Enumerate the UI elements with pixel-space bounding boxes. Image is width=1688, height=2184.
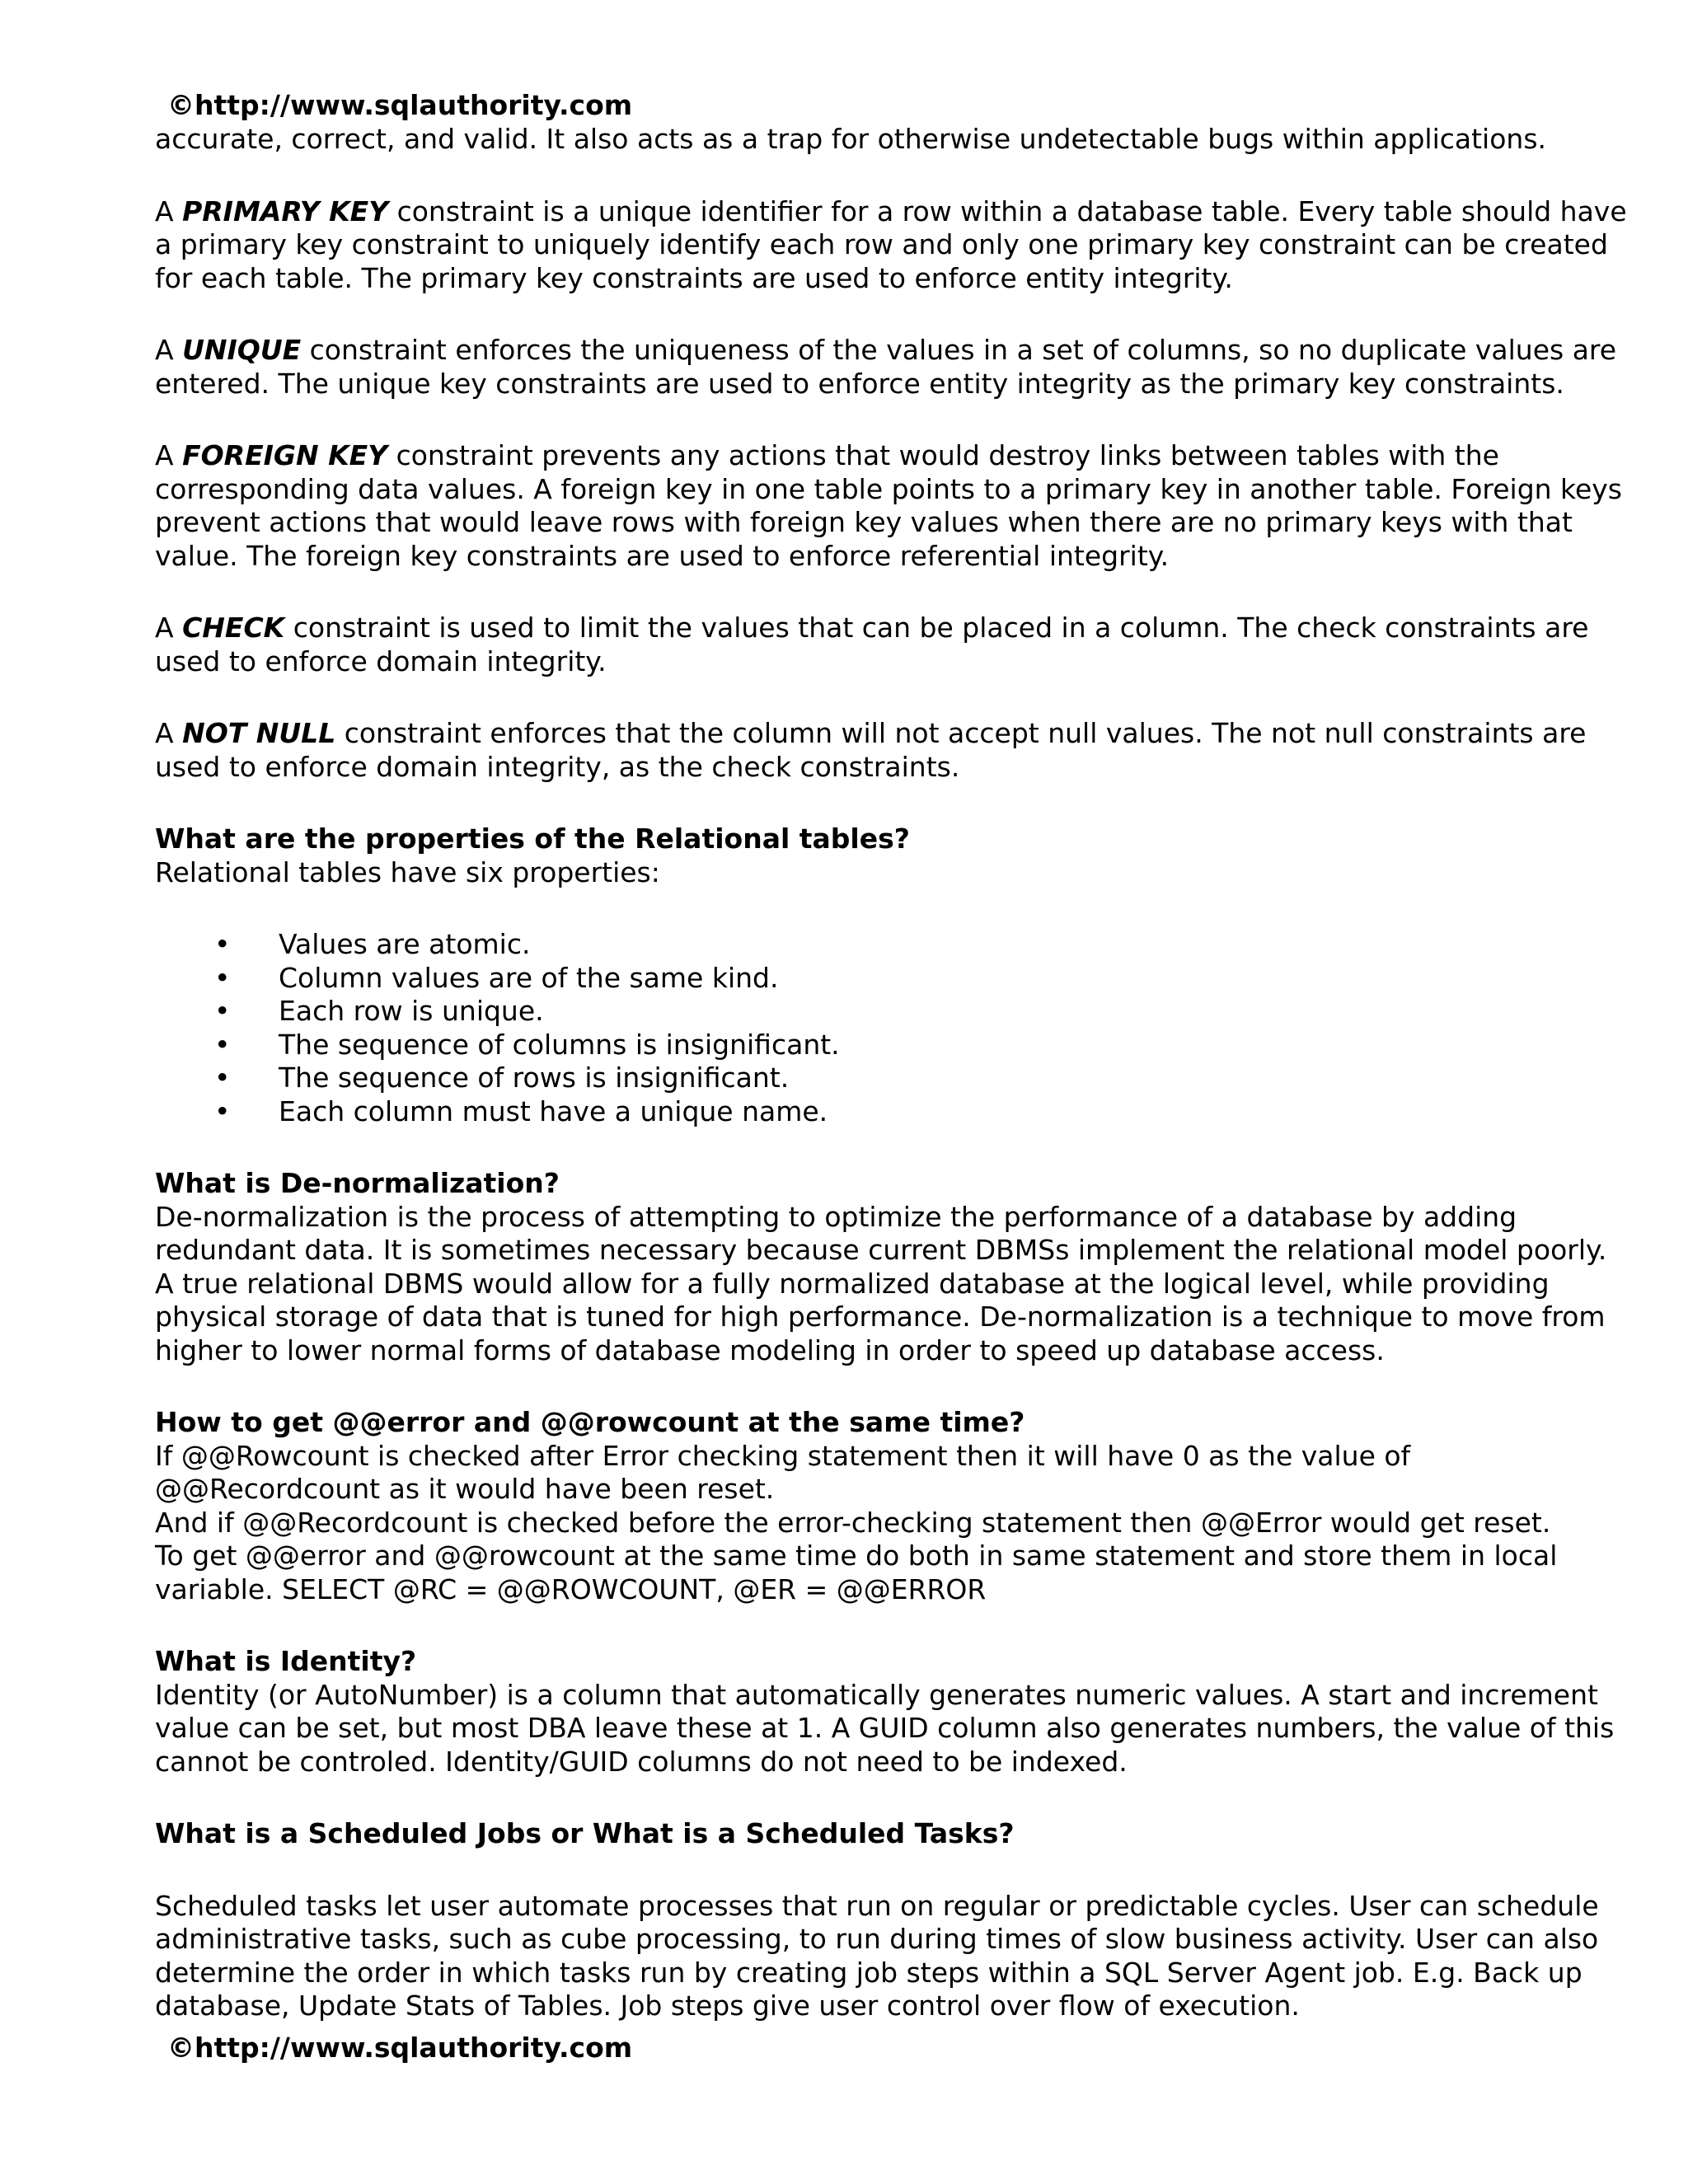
list-item — [155, 1095, 1630, 1129]
not-null-text: constraint enforces that the column will not accept null values. The not null constraints are used to enforce domain integrity, as the check constraints. — [155, 717, 1587, 783]
list-item-text: Column values are of the same kind. — [279, 961, 779, 994]
identity-question: What is Identity? — [155, 1645, 417, 1677]
page-content — [155, 123, 1630, 2023]
foreign-key-term: FOREIGN KEY — [182, 439, 388, 471]
primary-key-prefix: A — [155, 194, 183, 227]
not-null-term: NOT NULL — [182, 717, 336, 749]
relational-tables-question: What are the properties of the Relational tables? — [155, 823, 910, 855]
denormalization-question: What is De-normalization? — [155, 1167, 560, 1199]
unique-prefix: A — [155, 334, 183, 366]
list-item-text: Each column must have a unique name. — [279, 1094, 828, 1127]
footer-copyright: ©http://www.sqlauthority.com — [167, 2032, 633, 2064]
foreign-key-paragraph — [155, 439, 1630, 573]
scheduled-jobs-question: What is a Scheduled Jobs or What is a Scheduled Tasks? — [155, 1817, 1015, 1849]
list-item — [155, 995, 1630, 1029]
relational-properties-list — [155, 928, 1630, 1128]
scheduled-jobs-answer: Scheduled tasks let user automate processes that run on regular or predictable cycles. User can schedule administrative tasks, such as cube processing, to run during times of slow business activity. User can also determine the order in which tasks run by creating job steps within a SQL Server Agent job. E.g. Back up database, Update Stats of Tables. Job steps give user control over flow of execution. — [155, 1889, 1599, 2022]
intro-continuation: accurate, correct, and valid. It also acts as a trap for otherwise undetectable bugs within applications. — [155, 123, 1546, 155]
primary-key-paragraph — [155, 195, 1630, 296]
check-text: constraint is used to limit the values that can be placed in a column. The check constraints are used to enforce domain integrity. — [155, 612, 1589, 677]
bullet-icon: • — [214, 1062, 231, 1094]
unique-paragraph — [155, 334, 1630, 401]
list-item-text: Values are atomic. — [279, 928, 531, 960]
primary-key-term: PRIMARY KEY — [182, 194, 389, 227]
relational-tables-intro: Relational tables have six properties: — [155, 855, 660, 888]
bullet-icon: • — [214, 995, 231, 1027]
list-item — [155, 1029, 1630, 1062]
bullet-icon: • — [214, 1094, 231, 1127]
list-item-text: Each row is unique. — [279, 995, 544, 1027]
identity-answer: Identity (or AutoNumber) is a column that automatically generates numeric values. A start and increment value can be set, but most DBA leave these at 1. A GUID column also generates numbers, the value of this cannot be controled. Identity/GUID columns do not need to be indexed. — [155, 1678, 1615, 1778]
not-null-prefix: A — [155, 717, 183, 749]
check-paragraph — [155, 612, 1630, 678]
bullet-icon: • — [214, 928, 231, 960]
denormalization-answer: De-normalization is the process of attempting to optimize the performance of a database by adding redundant data. It is sometimes necessary because current DBMSs implement the relational model poorly. A true relational DBMS would allow for a fully normalized database at the logical level, while providing physical storage of data that is tuned for high performance. De-normalization is a technique to move from higher to lower normal forms of database modeling in order to speed up database access. — [155, 1200, 1607, 1366]
list-item — [155, 1062, 1630, 1095]
list-item — [155, 928, 1630, 962]
error-rowcount-line-2: And if @@Recordcount is checked before the error-checking statement then @@Error would get reset. — [155, 1506, 1551, 1539]
unique-term: UNIQUE — [182, 334, 302, 366]
list-item — [155, 962, 1630, 996]
check-prefix: A — [155, 612, 183, 644]
foreign-key-text: constraint prevents any actions that would destroy links between tables with the corresponding data values. A foreign key in one table points to a primary key in another table. Foreign keys prevent actions that would leave rows with foreign key values when there are no primary keys with that value. The foreign key constraints are used to enforce referential integrity. — [155, 439, 1623, 572]
check-term: CHECK — [182, 612, 285, 644]
primary-key-text: constraint is a unique identifier for a row within a database table. Every table should have a primary key constraint to uniquely identify each row and only one primary key constraint can be created for each table. The primary key constraints are used to enforce entity integrity. — [155, 194, 1627, 294]
not-null-paragraph — [155, 717, 1630, 784]
unique-text: constraint enforces the uniqueness of the values in a set of columns, so no duplicate values are entered. The unique key constraints are used to enforce entity integrity as the primary key constraints. — [155, 334, 1617, 400]
error-rowcount-line-1: If @@Rowcount is checked after Error checking statement then it will have 0 as the value of @@Recordcount as it would have been reset. — [155, 1439, 1411, 1505]
foreign-key-prefix: A — [155, 439, 183, 471]
header-copyright: ©http://www.sqlauthority.com — [167, 89, 633, 121]
bullet-icon: • — [214, 961, 231, 994]
error-rowcount-question: How to get @@error and @@rowcount at the same time? — [155, 1406, 1025, 1438]
error-rowcount-line-3: To get @@error and @@rowcount at the same time do both in same statement and store them in local variable. SELECT @RC = @@ROWCOUNT, @ER = @@ERROR — [155, 1540, 1558, 1605]
bullet-icon: • — [214, 1028, 231, 1061]
list-item-text: The sequence of rows is insignificant. — [279, 1062, 790, 1094]
list-item-text: The sequence of columns is insignificant. — [279, 1028, 840, 1061]
